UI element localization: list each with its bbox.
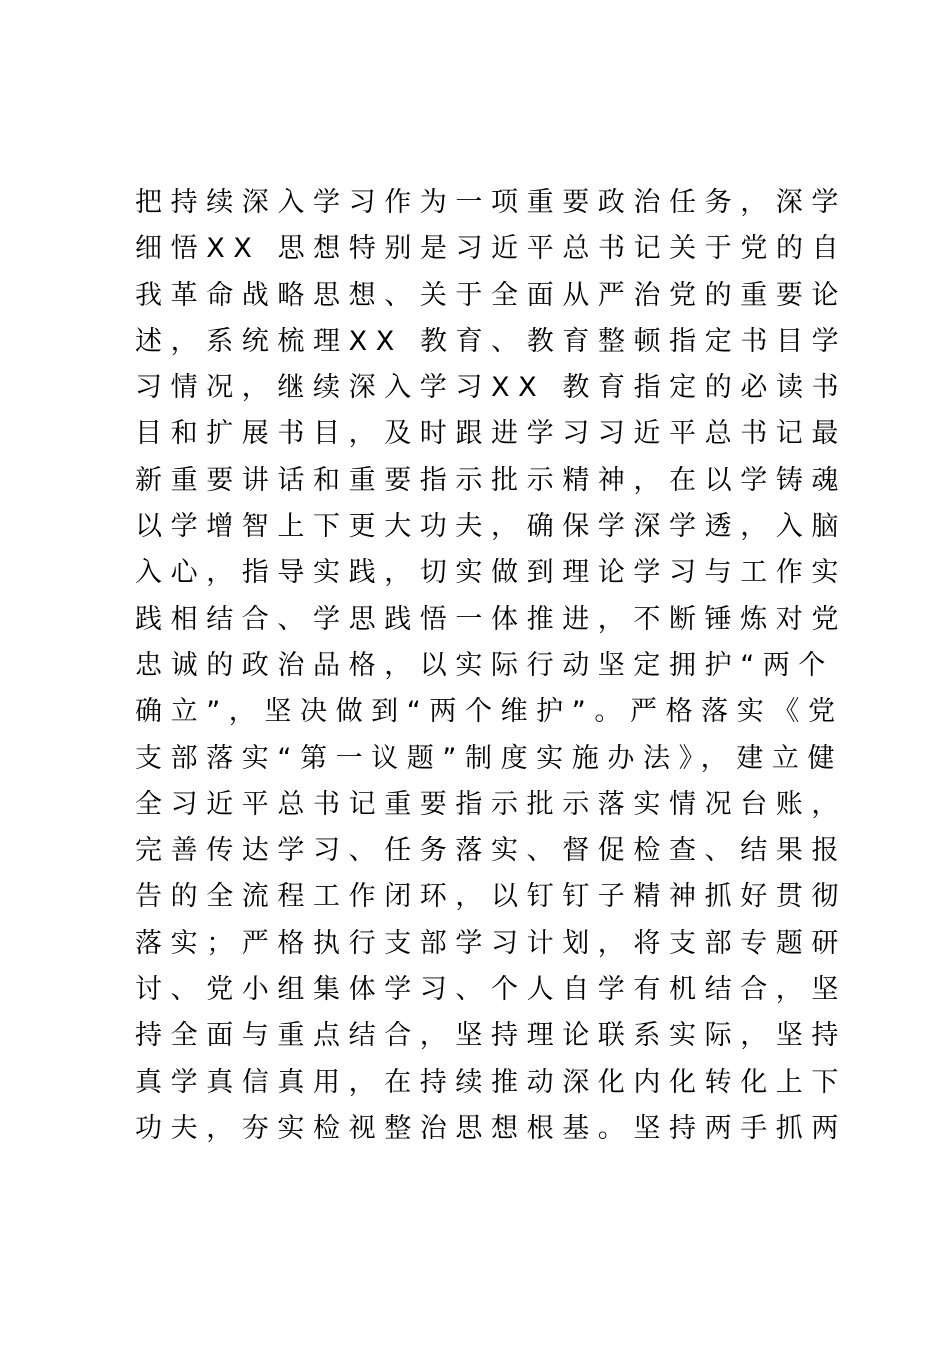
text-line: 新重要讲话和重要指示批示精神，在以学铸魂 bbox=[135, 464, 847, 496]
body-paragraph bbox=[135, 180, 848, 1152]
text-line: 告的全流程工作闭环，以钉钉子精神抓好贯彻 bbox=[135, 881, 847, 913]
text-line: 细悟XX 思想特别是习近平总书记关于党的自 bbox=[135, 233, 848, 265]
text-line: 忠诚的政治品格，以实际行动坚定拥护“两个 bbox=[135, 649, 834, 681]
text-line: 以学增智上下更大功夫，确保学深学透，入脑 bbox=[135, 511, 847, 543]
text-line: 持全面与重点结合，坚持理论联系实际，坚持 bbox=[135, 1020, 847, 1052]
text-line: 功夫，夯实检视整治思想根基。坚持两手抓两 bbox=[135, 1112, 847, 1144]
text-line: 确立”，坚决做到“两个维护”。严格落实《党 bbox=[135, 696, 844, 728]
text-line: 入心，指导实践，切实做到理论学习与工作实 bbox=[135, 557, 847, 589]
text-line: 全习近平总书记重要指示批示落实情况台账， bbox=[135, 788, 847, 820]
text-line: 践相结合、学思践悟一体推进，不断锤炼对党 bbox=[135, 603, 847, 635]
text-line: 讨、党小组集体学习、个人自学有机结合，坚 bbox=[135, 974, 847, 1006]
text-line: 真学真信真用，在持续推动深化内化转化上下 bbox=[135, 1066, 847, 1098]
text-line: 我革命战略思想、关于全面从严治党的重要论 bbox=[135, 279, 847, 311]
text-line: 把持续深入学习作为一项重要政治任务，深学 bbox=[135, 187, 847, 218]
text-line: 述，系统梳理XX 教育、教育整顿指定书目学 bbox=[135, 325, 848, 357]
text-line: 完善传达学习、任务落实、督促检查、结果报 bbox=[135, 835, 847, 867]
text-line: 支部落实“第一议题”制度实施办法》，建立健 bbox=[135, 742, 844, 774]
text-line: 落实；严格执行支部学习计划，将支部专题研 bbox=[135, 927, 847, 959]
text-line: 目和扩展书目，及时跟进学习习近平总书记最 bbox=[135, 418, 847, 450]
text-line: 习情况，继续深入学习XX 教育指定的必读书 bbox=[135, 372, 848, 404]
